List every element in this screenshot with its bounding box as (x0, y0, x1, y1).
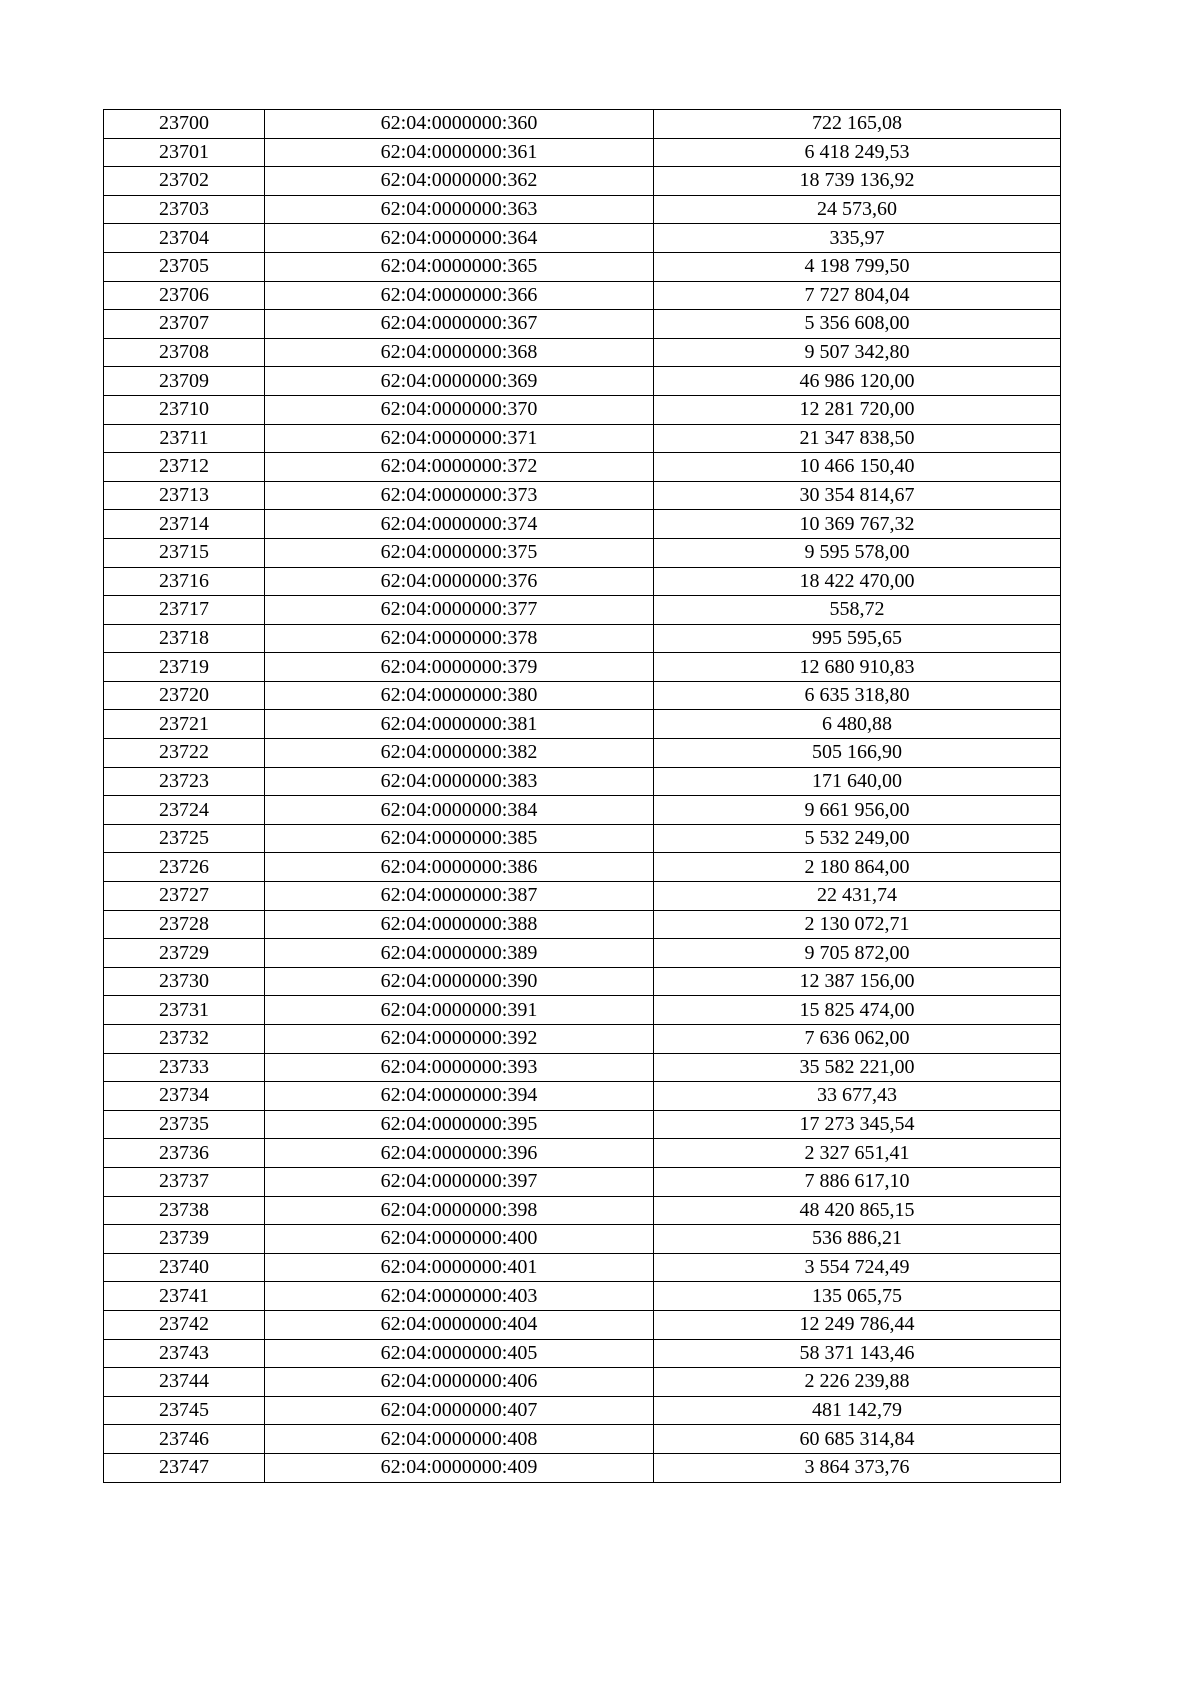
row-number-cell: 23733 (104, 1053, 265, 1082)
row-number-cell: 23701 (104, 138, 265, 167)
table-row (104, 1025, 1061, 1054)
value-cell: 6 635 318,80 (654, 681, 1061, 710)
table-body (104, 110, 1061, 1483)
cadastral-number-cell: 62:04:0000000:390 (265, 967, 654, 996)
row-number-cell: 23718 (104, 624, 265, 653)
cadastral-number-cell: 62:04:0000000:362 (265, 167, 654, 196)
table-row (104, 338, 1061, 367)
cadastral-number-cell: 62:04:0000000:373 (265, 481, 654, 510)
cadastral-number-cell: 62:04:0000000:363 (265, 195, 654, 224)
table-row (104, 1282, 1061, 1311)
row-number-cell: 23704 (104, 224, 265, 253)
row-number-cell: 23717 (104, 596, 265, 625)
cadastral-number-cell: 62:04:0000000:380 (265, 681, 654, 710)
row-number-cell: 23740 (104, 1253, 265, 1282)
row-number-cell: 23703 (104, 195, 265, 224)
cadastral-number-cell: 62:04:0000000:385 (265, 824, 654, 853)
value-cell: 18 422 470,00 (654, 567, 1061, 596)
table-row (104, 653, 1061, 682)
row-number-cell: 23721 (104, 710, 265, 739)
table-row (104, 510, 1061, 539)
row-number-cell: 23746 (104, 1425, 265, 1454)
cadastral-number-cell: 62:04:0000000:406 (265, 1368, 654, 1397)
row-number-cell: 23720 (104, 681, 265, 710)
cadastral-value-table (103, 109, 1061, 1483)
value-cell: 9 661 956,00 (654, 796, 1061, 825)
table-row (104, 767, 1061, 796)
cadastral-number-cell: 62:04:0000000:383 (265, 767, 654, 796)
table-row (104, 1139, 1061, 1168)
row-number-cell: 23702 (104, 167, 265, 196)
value-cell: 12 387 156,00 (654, 967, 1061, 996)
cadastral-number-cell: 62:04:0000000:366 (265, 281, 654, 310)
value-cell: 46 986 120,00 (654, 367, 1061, 396)
row-number-cell: 23727 (104, 882, 265, 911)
table-row (104, 1225, 1061, 1254)
value-cell: 3 554 724,49 (654, 1253, 1061, 1282)
value-cell: 33 677,43 (654, 1082, 1061, 1111)
value-cell: 10 369 767,32 (654, 510, 1061, 539)
table-row (104, 939, 1061, 968)
cadastral-number-cell: 62:04:0000000:391 (265, 996, 654, 1025)
value-cell: 10 466 150,40 (654, 453, 1061, 482)
table-row (104, 481, 1061, 510)
cadastral-number-cell: 62:04:0000000:367 (265, 310, 654, 339)
cadastral-number-cell: 62:04:0000000:375 (265, 538, 654, 567)
cadastral-number-cell: 62:04:0000000:404 (265, 1310, 654, 1339)
table-row (104, 1253, 1061, 1282)
row-number-cell: 23729 (104, 939, 265, 968)
table-row (104, 310, 1061, 339)
value-cell: 4 198 799,50 (654, 252, 1061, 281)
table-row (104, 967, 1061, 996)
value-cell: 35 582 221,00 (654, 1053, 1061, 1082)
value-cell: 558,72 (654, 596, 1061, 625)
cadastral-number-cell: 62:04:0000000:378 (265, 624, 654, 653)
value-cell: 505 166,90 (654, 739, 1061, 768)
cadastral-number-cell: 62:04:0000000:408 (265, 1425, 654, 1454)
cadastral-number-cell: 62:04:0000000:360 (265, 110, 654, 139)
row-number-cell: 23706 (104, 281, 265, 310)
row-number-cell: 23716 (104, 567, 265, 596)
row-number-cell: 23719 (104, 653, 265, 682)
row-number-cell: 23723 (104, 767, 265, 796)
row-number-cell: 23732 (104, 1025, 265, 1054)
cadastral-number-cell: 62:04:0000000:394 (265, 1082, 654, 1111)
value-cell: 135 065,75 (654, 1282, 1061, 1311)
table-row (104, 1196, 1061, 1225)
cadastral-number-cell: 62:04:0000000:403 (265, 1282, 654, 1311)
row-number-cell: 23715 (104, 538, 265, 567)
value-cell: 9 507 342,80 (654, 338, 1061, 367)
table-row (104, 1310, 1061, 1339)
table-row (104, 167, 1061, 196)
row-number-cell: 23705 (104, 252, 265, 281)
table-row (104, 252, 1061, 281)
table-row (104, 110, 1061, 139)
table-row (104, 681, 1061, 710)
cadastral-number-cell: 62:04:0000000:384 (265, 796, 654, 825)
row-number-cell: 23735 (104, 1110, 265, 1139)
row-number-cell: 23712 (104, 453, 265, 482)
table-row (104, 567, 1061, 596)
row-number-cell: 23713 (104, 481, 265, 510)
value-cell: 722 165,08 (654, 110, 1061, 139)
cadastral-number-cell: 62:04:0000000:398 (265, 1196, 654, 1225)
cadastral-number-cell: 62:04:0000000:381 (265, 710, 654, 739)
cadastral-number-cell: 62:04:0000000:382 (265, 739, 654, 768)
row-number-cell: 23741 (104, 1282, 265, 1311)
row-number-cell: 23711 (104, 424, 265, 453)
value-cell: 6 418 249,53 (654, 138, 1061, 167)
table-row (104, 1396, 1061, 1425)
row-number-cell: 23742 (104, 1310, 265, 1339)
row-number-cell: 23745 (104, 1396, 265, 1425)
value-cell: 58 371 143,46 (654, 1339, 1061, 1368)
row-number-cell: 23708 (104, 338, 265, 367)
value-cell: 5 356 608,00 (654, 310, 1061, 339)
table-row (104, 624, 1061, 653)
value-cell: 12 680 910,83 (654, 653, 1061, 682)
cadastral-number-cell: 62:04:0000000:401 (265, 1253, 654, 1282)
value-cell: 15 825 474,00 (654, 996, 1061, 1025)
row-number-cell: 23739 (104, 1225, 265, 1254)
row-number-cell: 23709 (104, 367, 265, 396)
table-row (104, 596, 1061, 625)
cadastral-number-cell: 62:04:0000000:369 (265, 367, 654, 396)
cadastral-number-cell: 62:04:0000000:409 (265, 1453, 654, 1482)
cadastral-number-cell: 62:04:0000000:387 (265, 882, 654, 911)
table-row (104, 996, 1061, 1025)
row-number-cell: 23726 (104, 853, 265, 882)
table-row (104, 739, 1061, 768)
table-row (104, 367, 1061, 396)
table-row (104, 424, 1061, 453)
value-cell: 171 640,00 (654, 767, 1061, 796)
cadastral-number-cell: 62:04:0000000:377 (265, 596, 654, 625)
table-row (104, 224, 1061, 253)
row-number-cell: 23734 (104, 1082, 265, 1111)
value-cell: 9 705 872,00 (654, 939, 1061, 968)
row-number-cell: 23707 (104, 310, 265, 339)
value-cell: 9 595 578,00 (654, 538, 1061, 567)
value-cell: 3 864 373,76 (654, 1453, 1061, 1482)
table-row (104, 1368, 1061, 1397)
cadastral-number-cell: 62:04:0000000:388 (265, 910, 654, 939)
value-cell: 18 739 136,92 (654, 167, 1061, 196)
cadastral-number-cell: 62:04:0000000:376 (265, 567, 654, 596)
row-number-cell: 23714 (104, 510, 265, 539)
table-row (104, 824, 1061, 853)
value-cell: 60 685 314,84 (654, 1425, 1061, 1454)
value-cell: 2 180 864,00 (654, 853, 1061, 882)
value-cell: 536 886,21 (654, 1225, 1061, 1254)
table-row (104, 882, 1061, 911)
row-number-cell: 23743 (104, 1339, 265, 1368)
cadastral-number-cell: 62:04:0000000:396 (265, 1139, 654, 1168)
value-cell: 2 130 072,71 (654, 910, 1061, 939)
value-cell: 17 273 345,54 (654, 1110, 1061, 1139)
value-cell: 48 420 865,15 (654, 1196, 1061, 1225)
table-row (104, 453, 1061, 482)
table-row (104, 1110, 1061, 1139)
table-row (104, 710, 1061, 739)
value-cell: 5 532 249,00 (654, 824, 1061, 853)
cadastral-number-cell: 62:04:0000000:379 (265, 653, 654, 682)
cadastral-number-cell: 62:04:0000000:365 (265, 252, 654, 281)
table-row (104, 195, 1061, 224)
value-cell: 995 595,65 (654, 624, 1061, 653)
cadastral-number-cell: 62:04:0000000:386 (265, 853, 654, 882)
row-number-cell: 23747 (104, 1453, 265, 1482)
cadastral-number-cell: 62:04:0000000:371 (265, 424, 654, 453)
cadastral-number-cell: 62:04:0000000:368 (265, 338, 654, 367)
value-cell: 335,97 (654, 224, 1061, 253)
cadastral-number-cell: 62:04:0000000:364 (265, 224, 654, 253)
value-cell: 22 431,74 (654, 882, 1061, 911)
row-number-cell: 23728 (104, 910, 265, 939)
value-cell: 7 886 617,10 (654, 1167, 1061, 1196)
value-cell: 24 573,60 (654, 195, 1061, 224)
cadastral-number-cell: 62:04:0000000:389 (265, 939, 654, 968)
value-cell: 21 347 838,50 (654, 424, 1061, 453)
value-cell: 12 281 720,00 (654, 395, 1061, 424)
table-row (104, 796, 1061, 825)
table-row (104, 281, 1061, 310)
row-number-cell: 23731 (104, 996, 265, 1025)
value-cell: 7 636 062,00 (654, 1025, 1061, 1054)
row-number-cell: 23725 (104, 824, 265, 853)
cadastral-number-cell: 62:04:0000000:361 (265, 138, 654, 167)
row-number-cell: 23744 (104, 1368, 265, 1397)
cadastral-number-cell: 62:04:0000000:392 (265, 1025, 654, 1054)
table-row (104, 1453, 1061, 1482)
table-row (104, 1339, 1061, 1368)
row-number-cell: 23736 (104, 1139, 265, 1168)
value-cell: 481 142,79 (654, 1396, 1061, 1425)
value-cell: 6 480,88 (654, 710, 1061, 739)
table-row (104, 1082, 1061, 1111)
table-row (104, 395, 1061, 424)
row-number-cell: 23700 (104, 110, 265, 139)
row-number-cell: 23722 (104, 739, 265, 768)
cadastral-number-cell: 62:04:0000000:395 (265, 1110, 654, 1139)
cadastral-number-cell: 62:04:0000000:370 (265, 395, 654, 424)
value-cell: 12 249 786,44 (654, 1310, 1061, 1339)
cadastral-number-cell: 62:04:0000000:393 (265, 1053, 654, 1082)
table-row (104, 1053, 1061, 1082)
table-row (104, 1425, 1061, 1454)
row-number-cell: 23710 (104, 395, 265, 424)
row-number-cell: 23738 (104, 1196, 265, 1225)
cadastral-number-cell: 62:04:0000000:407 (265, 1396, 654, 1425)
row-number-cell: 23730 (104, 967, 265, 996)
table-row (104, 910, 1061, 939)
cadastral-number-cell: 62:04:0000000:397 (265, 1167, 654, 1196)
table-row (104, 538, 1061, 567)
table-row (104, 138, 1061, 167)
cadastral-number-cell: 62:04:0000000:372 (265, 453, 654, 482)
cadastral-number-cell: 62:04:0000000:400 (265, 1225, 654, 1254)
cadastral-number-cell: 62:04:0000000:405 (265, 1339, 654, 1368)
value-cell: 2 226 239,88 (654, 1368, 1061, 1397)
value-cell: 30 354 814,67 (654, 481, 1061, 510)
table-row (104, 1167, 1061, 1196)
row-number-cell: 23737 (104, 1167, 265, 1196)
value-cell: 7 727 804,04 (654, 281, 1061, 310)
row-number-cell: 23724 (104, 796, 265, 825)
cadastral-number-cell: 62:04:0000000:374 (265, 510, 654, 539)
value-cell: 2 327 651,41 (654, 1139, 1061, 1168)
table-row (104, 853, 1061, 882)
